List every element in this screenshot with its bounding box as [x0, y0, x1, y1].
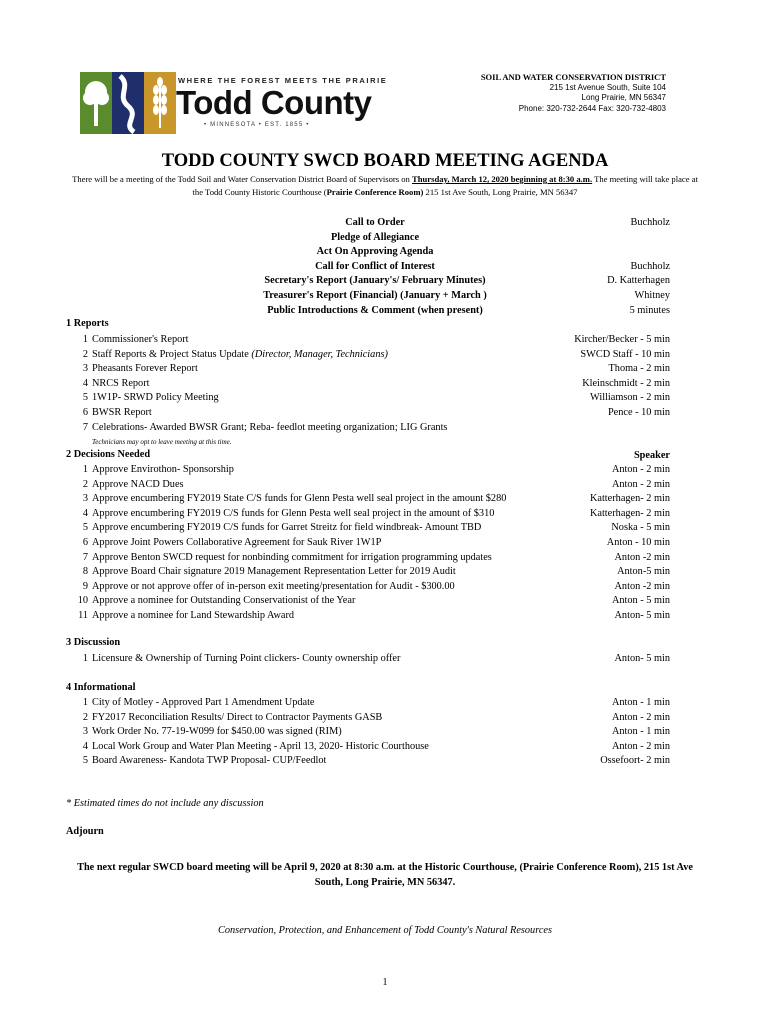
- decisions-item: [66, 594, 506, 609]
- item-number: 2: [82, 348, 88, 360]
- estimate-note: * Estimated times do not include any discussion: [66, 798, 264, 809]
- next-meeting-note: The next regular SWCD board meeting will be April 9, 2020 at 8:30 a.m. at the Historic Courthouse, (Prairie Conference Room), 215 1st Ave South, Long Prairie, MN 56347.: [77, 862, 693, 888]
- wheat-icon: [144, 72, 176, 134]
- item-text: Approve Joint Powers Collaborative Agreement for Sauk River 1W1P: [92, 536, 382, 548]
- decisions-item: [66, 478, 506, 493]
- item-number: 7: [82, 421, 88, 433]
- page-title: TODD COUNTY SWCD BOARD MEETING AGENDA: [161, 151, 609, 171]
- item-text: Approve NACD Dues: [92, 478, 184, 490]
- informational-item: [66, 754, 429, 769]
- item-number: 8: [82, 566, 88, 578]
- logo-tagline: WHERE THE FOREST MEETS THE PRAIRIE: [178, 76, 388, 85]
- opening-speaker: Buchholz: [630, 260, 670, 272]
- item-text: Approve or not approve offer of in-person exit meeting/presentation for Audit - $300.00: [92, 580, 455, 592]
- informational-item: [66, 711, 429, 726]
- logo-county-name: Todd County: [176, 84, 372, 121]
- item-text: Approve encumbering FY2019 State C/S funds for Glenn Pesta well seal project in the amount $280: [92, 493, 507, 505]
- section-heading-decisions: 2 Decisions Needed: [66, 449, 151, 460]
- item-number: 1: [82, 464, 88, 475]
- informational-speakers: [600, 696, 670, 769]
- meeting-intro: [70, 173, 700, 199]
- item-text: Approve Board Chair signature 2019 Management Representation Letter for 2019 Audit: [92, 566, 456, 578]
- reports-speaker: Kleinschmidt - 2 min: [582, 377, 670, 389]
- intro-text-2: The meeting will take place at the Todd County Historic Courthouse (: [192, 174, 698, 197]
- item-text: Approve Envirothon- Sponsorship: [92, 464, 234, 475]
- item-number: 1: [82, 334, 88, 345]
- item-text: BWSR Report: [92, 406, 152, 418]
- address-line-1: 215 1st Avenue South, Suite 104: [549, 82, 666, 92]
- informational-speaker: Anton - 2 min: [611, 740, 670, 752]
- opening-speaker: Buchholz: [630, 217, 670, 228]
- opening-items: [150, 216, 600, 318]
- decisions-item: [66, 463, 506, 478]
- address-line-2: Long Prairie, MN 56347: [581, 93, 666, 102]
- informational-list: [66, 696, 429, 769]
- item-number: 6: [82, 406, 88, 418]
- decisions-speaker: Anton - 5 min: [611, 595, 670, 607]
- river-icon: [112, 72, 144, 134]
- decisions-item: [66, 507, 506, 522]
- decisions-list: [66, 463, 506, 624]
- item-text: FY2017 Reconciliation Results/ Direct to Contractor Payments GASB: [92, 711, 383, 723]
- reports-speaker: Pence - 10 min: [607, 406, 670, 418]
- informational-item: [66, 696, 429, 711]
- item-number: 9: [82, 580, 88, 592]
- item-number: 3: [82, 493, 88, 505]
- item-number: 7: [82, 551, 88, 563]
- decisions-speaker: Anton-5 min: [617, 566, 670, 578]
- reports-speaker: [574, 421, 670, 436]
- reports-item: [66, 362, 447, 377]
- phone-fax: Phone: 320-732-2644 Fax: 320-732-4803: [518, 103, 666, 113]
- item-number: 4: [82, 740, 88, 752]
- section-heading-informational: 4 Informational: [66, 682, 136, 693]
- tree-icon: [80, 72, 112, 134]
- opening-item: Call for Conflict of Interest: [315, 260, 435, 272]
- item-number: 1: [82, 697, 88, 708]
- opening-item: Call to Order: [345, 217, 405, 228]
- reports-item: [66, 333, 447, 348]
- item-text: Approve encumbering FY2019 C/S funds for Garret Streitz for field windbreak- Amount TBD: [92, 522, 482, 534]
- opening-speaker: [607, 245, 670, 260]
- item-text: Staff Reports & Project Status Update: [92, 348, 252, 360]
- discussion-item: [66, 652, 400, 667]
- opening-speakers: [607, 216, 670, 318]
- item-number: 11: [78, 609, 88, 621]
- district-address-block: [481, 72, 666, 114]
- informational-item: [66, 725, 429, 740]
- reports-speakers: [574, 333, 670, 435]
- reports-item: [66, 391, 447, 406]
- item-text: Approve encumbering FY2019 C/S funds for Glenn Pesta well seal project in the amount of $310: [92, 507, 495, 519]
- item-number: 3: [82, 726, 88, 738]
- item-number: 3: [82, 363, 88, 375]
- intro-text-1: There will be a meeting of the Todd Soil and Water Conservation District Board of Supervisors on: [72, 174, 413, 184]
- item-text: Local Work Group and Water Plan Meeting - April 13, 2020- Historic Courthouse: [92, 740, 429, 752]
- decisions-speaker: Katterhagen- 2 min: [589, 493, 670, 505]
- opening-item: Act On Approving Agenda: [316, 246, 434, 258]
- opening-speaker: 5 minutes: [629, 304, 670, 316]
- page-number: 1: [382, 977, 388, 988]
- decisions-speaker: Anton - 2 min: [611, 464, 670, 475]
- opening-speaker: Whitney: [634, 289, 670, 301]
- decisions-item: [66, 536, 506, 551]
- informational-speaker: Ossefoort- 2 min: [600, 755, 670, 767]
- decisions-item: [66, 565, 506, 580]
- item-text: Approve a nominee for Outstanding Conservationist of the Year: [92, 595, 356, 607]
- item-number: 5: [82, 392, 88, 404]
- opening-speaker: [607, 231, 670, 246]
- decisions-speaker: Noska - 5 min: [611, 522, 670, 534]
- reports-speaker: Kircher/Becker - 5 min: [574, 334, 670, 345]
- opening-item: Treasurer's Report (Financial) (January + March ): [263, 289, 487, 301]
- intro-text-3: 215 1st Ave South, Long Prairie, MN 56347: [423, 187, 578, 197]
- reports-speaker: Thoma - 2 min: [608, 363, 670, 375]
- speaker-column-label: Speaker: [633, 450, 670, 461]
- item-text: Work Order No. 77-19-W099 for $450.00 was signed (RIM): [92, 726, 342, 738]
- discussion-speakers: [615, 652, 671, 667]
- item-number: 2: [82, 711, 88, 723]
- decisions-item: [66, 551, 506, 566]
- district-name: SOIL AND WATER CONSERVATION DISTRICT: [480, 72, 666, 82]
- decisions-item: [66, 580, 506, 595]
- logo-state-est: • MINNESOTA • EST. 1855 •: [204, 122, 310, 128]
- reports-speaker: SWCD Staff - 10 min: [580, 348, 670, 360]
- opening-item: Secretary's Report (January's/ February Minutes): [264, 275, 486, 287]
- reports-item: [66, 348, 447, 363]
- decisions-speaker: Anton - 2 min: [611, 478, 670, 490]
- decisions-speakers: [590, 463, 670, 624]
- item-text: Approve a nominee for Land Stewardship Award: [92, 609, 295, 621]
- reports-item: [66, 406, 447, 421]
- reports-speaker: Williamson - 2 min: [590, 392, 670, 404]
- technicians-note: Technicians may opt to leave meeting at this time.: [92, 438, 232, 446]
- item-text: Approve Benton SWCD request for nonbinding commitment for irrigation programming updates: [92, 551, 492, 563]
- discussion-speaker: Anton- 5 min: [614, 653, 670, 664]
- item-number: 6: [82, 536, 88, 548]
- reports-item: [66, 421, 447, 436]
- opening-item: Pledge of Allegiance: [330, 231, 420, 243]
- section-heading-reports: 1 Reports: [66, 318, 109, 329]
- decisions-speaker: Katterhagen- 2 min: [589, 507, 670, 519]
- section-heading-discussion: 3 Discussion: [66, 637, 121, 648]
- decisions-item: [66, 521, 506, 536]
- item-text: Commissioner's Report: [92, 334, 189, 345]
- item-number: 4: [82, 377, 88, 389]
- reports-list: [66, 333, 447, 435]
- item-text: NRCS Report: [92, 377, 150, 389]
- item-text: Celebrations- Awarded BWSR Grant; Reba- feedlot meeting organization; LIG Grants: [92, 421, 448, 433]
- item-number: 4: [82, 507, 88, 519]
- adjourn-label: Adjourn: [66, 826, 104, 837]
- item-number: 10: [77, 595, 88, 607]
- opening-item: Public Introductions & Comment (when present): [267, 304, 483, 316]
- item-text: Board Awareness- Kandota TWP Proposal- CUP/Feedlot: [92, 755, 327, 767]
- reports-item: [66, 377, 447, 392]
- informational-item: [66, 740, 429, 755]
- informational-speaker: Anton - 2 min: [611, 711, 670, 723]
- decisions-speaker: Anton -2 min: [614, 551, 670, 563]
- decisions-speaker: Anton -2 min: [614, 580, 670, 592]
- item-text: Pheasants Forever Report: [92, 363, 198, 375]
- item-number: 5: [82, 522, 88, 534]
- meeting-room: Prairie Conference Room): [326, 187, 424, 197]
- meeting-date: Thursday, March 12, 2020 beginning at 8:30 a.m.: [412, 174, 593, 184]
- decisions-item: [66, 609, 506, 624]
- item-number: 2: [82, 478, 88, 490]
- item-number: 1: [82, 653, 88, 664]
- decisions-speaker: Anton- 5 min: [614, 609, 670, 621]
- item-text: City of Motley - Approved Part 1 Amendment Update: [92, 697, 315, 708]
- discussion-list: [66, 652, 400, 667]
- opening-speaker: D. Katterhagen: [607, 275, 670, 287]
- item-number: 5: [82, 755, 88, 767]
- todd-county-logo: [80, 72, 388, 134]
- district-motto: Conservation, Protection, and Enhancement of Todd County's Natural Resources: [218, 925, 552, 936]
- decisions-item: [66, 492, 506, 507]
- informational-speaker: Anton - 1 min: [611, 697, 670, 708]
- item-text-emphasis: (Director, Manager, Technicians): [251, 348, 388, 360]
- informational-speaker: Anton - 1 min: [611, 726, 670, 738]
- item-text: Licensure & Ownership of Turning Point clickers- County ownership offer: [92, 653, 401, 664]
- item-text: 1W1P- SRWD Policy Meeting: [92, 392, 219, 404]
- decisions-speaker: Anton - 10 min: [606, 536, 670, 548]
